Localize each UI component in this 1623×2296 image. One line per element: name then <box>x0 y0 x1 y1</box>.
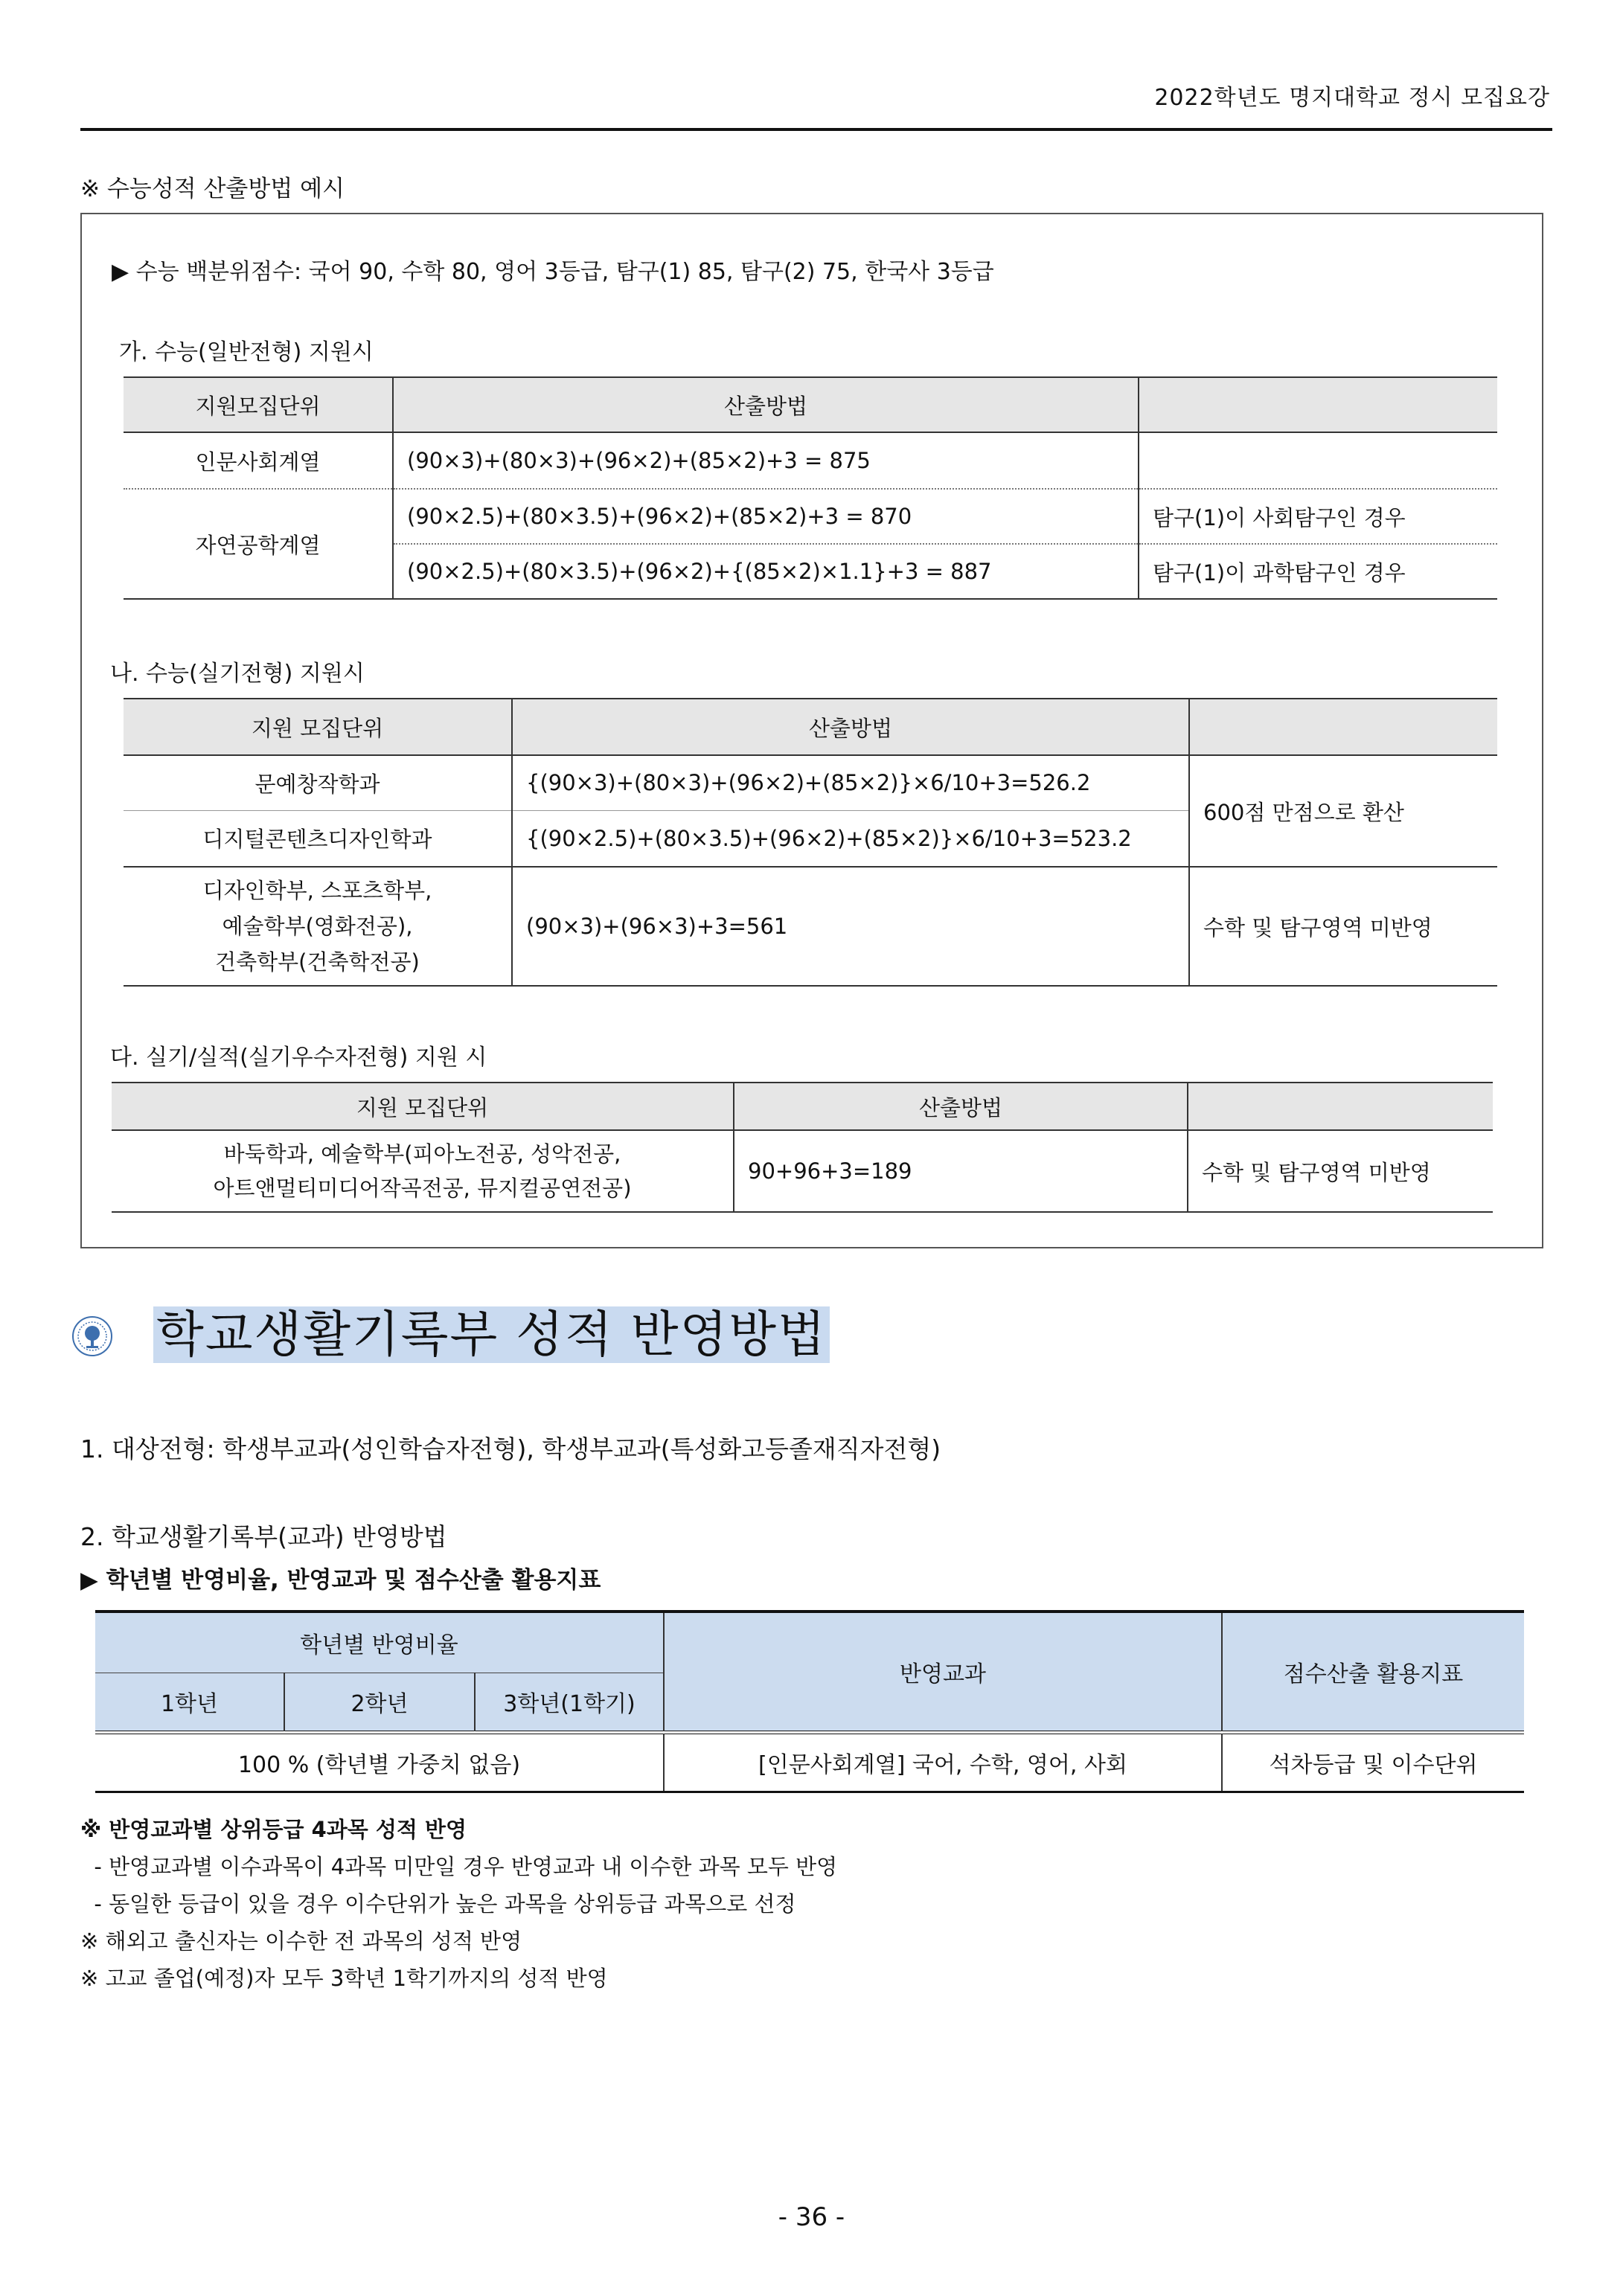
note-cell: 600점 만점으로 환산 <box>1189 755 1497 867</box>
unit-cell: 자연공학계열 <box>124 489 393 599</box>
note-cell: 탐구(1)이 과학탐구인 경우 <box>1139 544 1497 599</box>
notes-list <box>80 1811 837 1997</box>
grade-ratio-table <box>95 1610 1524 1793</box>
sub-c-title: 다. 실기/실적(실기우수자전형) 지원 시 <box>110 1045 487 1071</box>
grade-1: 1학년 <box>95 1673 284 1731</box>
note-cell: 수학 및 탐구영역 미반영 <box>1188 1130 1493 1212</box>
note-line: ※ 반영교과별 상위등급 4과목 성적 반영 <box>80 1817 467 1842</box>
formula-cell: {(90×3)+(80×3)+(96×2)+(85×2)}×6/10+3=526.2 <box>512 755 1189 810</box>
col-header-method: 산출방법 <box>512 699 1189 755</box>
grade-3: 3학년(1학기) <box>475 1673 664 1731</box>
col-header-method: 산출방법 <box>393 377 1139 432</box>
formula-cell: {(90×2.5)+(80×3.5)+(96×2)+(85×2)}×6/10+3=523.2 <box>512 810 1189 867</box>
header-rule <box>80 128 1552 131</box>
example-note-title: ※ 수능성적 산출방법 예시 <box>80 176 345 202</box>
col-header-note <box>1188 1083 1493 1130</box>
note-line: - 동일한 등급이 있을 경우 이수단위가 높은 과목을 상위등급 과목으로 선정 <box>80 1891 796 1917</box>
note-cell: 탐구(1)이 사회탐구인 경우 <box>1139 489 1497 544</box>
formula-cell: (90×3)+(80×3)+(96×2)+(85×2)+3 = 875 <box>393 432 1139 489</box>
university-seal-icon <box>71 1315 113 1357</box>
note-cell: 수학 및 탐구영역 미반영 <box>1189 867 1497 986</box>
unit-cell: 디지털콘텐츠디자인학과 <box>124 810 512 867</box>
unit-cell: 인문사회계열 <box>124 432 393 489</box>
unit-cell: 문예창작학과 <box>124 755 512 810</box>
formula-cell: (90×3)+(96×3)+3=561 <box>512 867 1189 986</box>
col-header-unit: 지원 모집단위 <box>112 1083 734 1130</box>
formula-cell: 90+96+3=189 <box>734 1130 1188 1212</box>
table-talent-admission <box>112 1082 1493 1213</box>
subjects-value: [인문사회계열] 국어, 수학, 영어, 사회 <box>664 1734 1222 1792</box>
header-grade-ratio: 학년별 반영비율 <box>95 1613 664 1673</box>
table-general-admission <box>124 376 1497 600</box>
section-title: 학교생활기록부 성적 반영방법 <box>153 1306 830 1363</box>
col-header-note <box>1139 377 1497 432</box>
unit-cell: 디자인학부, 스포츠학부, 예술학부(영화전공), 건축학부(건축학전공) <box>124 867 512 986</box>
note-line: ※ 고교 졸업(예정)자 모두 3학년 1학기까지의 성적 반영 <box>80 1966 608 1991</box>
col-header-method: 산출방법 <box>734 1083 1188 1130</box>
col-header-note <box>1189 699 1497 755</box>
document-header-title: 2022학년도 명지대학교 정시 모집요강 <box>1154 85 1550 111</box>
table-practical-admission <box>124 698 1497 987</box>
note-line: - 반영교과별 이수과목이 4과목 미만일 경우 반영교과 내 이수한 과목 모두 반영 <box>80 1854 838 1879</box>
col-header-unit: 지원 모집단위 <box>124 699 512 755</box>
note-cell <box>1139 432 1497 489</box>
unit-cell: 바둑학과, 예술학부(피아노전공, 성악전공, 아트앤멀티미디어작곡전공, 뮤지컬공연전공) <box>112 1130 734 1212</box>
scores-line: ▶ 수능 백분위점수: 국어 90, 수학 80, 영어 3등급, 탐구(1) 85, 탐구(2) 75, 한국사 3등급 <box>112 259 994 285</box>
formula-cell: (90×2.5)+(80×3.5)+(96×2)+(85×2)+3 = 870 <box>393 489 1139 544</box>
col-header-unit: 지원모집단위 <box>124 377 393 432</box>
header-subjects: 반영교과 <box>664 1613 1222 1731</box>
formula-cell: (90×2.5)+(80×3.5)+(96×2)+{(85×2)×1.1}+3 = 887 <box>393 544 1139 599</box>
page-number: - 36 - <box>778 2202 845 2232</box>
header-score-index: 점수산출 활용지표 <box>1222 1613 1524 1731</box>
note-line: ※ 해외고 출신자는 이수한 전 과목의 성적 반영 <box>80 1928 522 1954</box>
ratio-value: 100 % (학년별 가중치 없음) <box>95 1734 664 1792</box>
index-value: 석차등급 및 이수단위 <box>1222 1734 1524 1792</box>
item-1: 1. 대상전형: 학생부교과(성인학습자전형), 학생부교과(특성화고등졸재직자전형) <box>80 1434 941 1463</box>
item-2-subtitle: ▶ 학년별 반영비율, 반영교과 및 점수산출 활용지표 <box>80 1567 601 1594</box>
grade-2: 2학년 <box>284 1673 475 1731</box>
item-2: 2. 학교생활기록부(교과) 반영방법 <box>80 1522 447 1551</box>
sub-b-title: 나. 수능(실기전형) 지원시 <box>110 661 365 687</box>
sub-a-title: 가. 수능(일반전형) 지원시 <box>119 339 374 365</box>
